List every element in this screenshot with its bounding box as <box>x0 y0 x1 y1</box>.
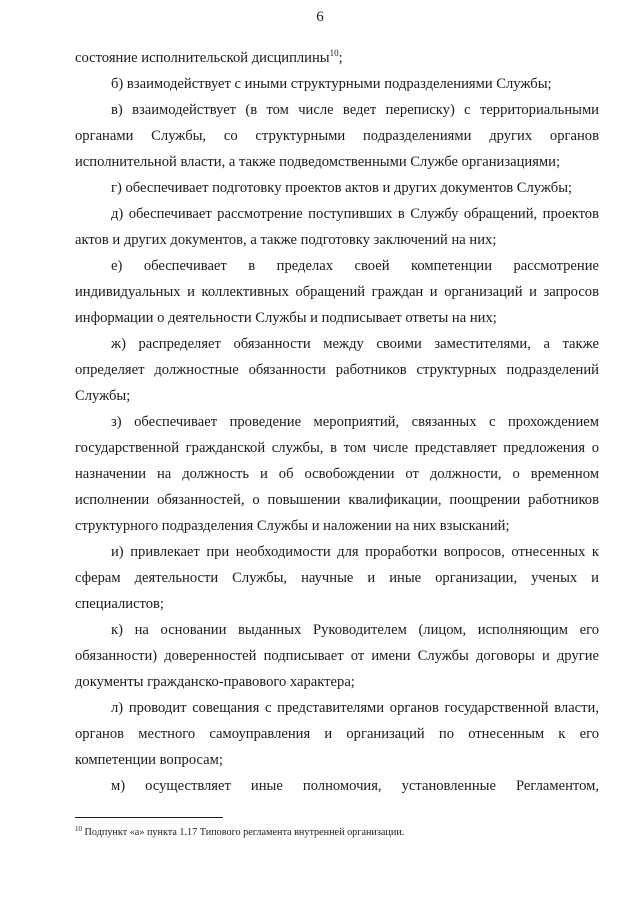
paragraph-m: м) осуществляет иные полномочия, установленные Регламентом, <box>111 778 599 794</box>
paragraph-g: г) обеспечивает подготовку проектов актов и других документов Службы; <box>111 180 573 196</box>
footnote-reference: 10 <box>329 48 339 58</box>
footnote <box>75 826 599 840</box>
page-number: 6 <box>316 9 324 25</box>
paragraph-v: в) взаимодействует (в том числе ведет переписку) с территориальными органами Службы, со структурными подразделениями других органов исполнительной власти, а также подведомственными Службе организациями; <box>75 102 599 170</box>
footnote-separator <box>75 817 223 818</box>
document-body <box>75 45 599 799</box>
paragraph-d: д) обеспечивает рассмотрение поступивших в Службу обращений, проектов актов и других документов, а также подготовку заключений на них; <box>75 206 599 248</box>
footnote-text: Подпункт «а» пункта 1.17 Типового регламента внутренней организации. <box>84 827 405 838</box>
paragraph-e: е) обеспечивает в пределах своей компетенции рассмотрение индивидуальных и коллективных обращений граждан и организаций и запросов информации о деятельности Службы и подписывает ответы на них; <box>75 258 599 326</box>
paragraph-zh: ж) распределяет обязанности между своими заместителями, а также определяет должностные обязанности работников структурных подразделений Службы; <box>75 336 599 404</box>
paragraph-l: л) проводит совещания с представителями органов государственной власти, органов местного самоуправления и организаций по отнесенным к его компетенции вопросам; <box>75 700 599 768</box>
paragraph-i: и) привлекает при необходимости для проработки вопросов, отнесенных к сферам деятельности Службы, научные и иные организации, ученых и специалистов; <box>75 544 599 612</box>
footnote-number: 10 <box>75 825 82 833</box>
paragraph-z: з) обеспечивает проведение мероприятий, связанных с прохождением государственной гражданской службы, в том числе представляет предложения о назначении на должность и об освобождении от должности, о временном исполнении обязанностей, о повышении квалификации, поощрении работников структурного подразделения Службы и наложении на них взысканий; <box>75 414 599 534</box>
paragraph-k: к) на основании выданных Руководителем (лицом, исполняющим его обязанности) доверенностей подписывает от имени Службы договоры и другие документы гражданско-правового характера; <box>75 622 599 690</box>
paragraph-continuation: состояние исполнительской дисциплины$^{10}$; <box>75 48 343 66</box>
paragraph-b: б) взаимодействует с иными структурными подразделениями Службы; <box>111 76 552 92</box>
